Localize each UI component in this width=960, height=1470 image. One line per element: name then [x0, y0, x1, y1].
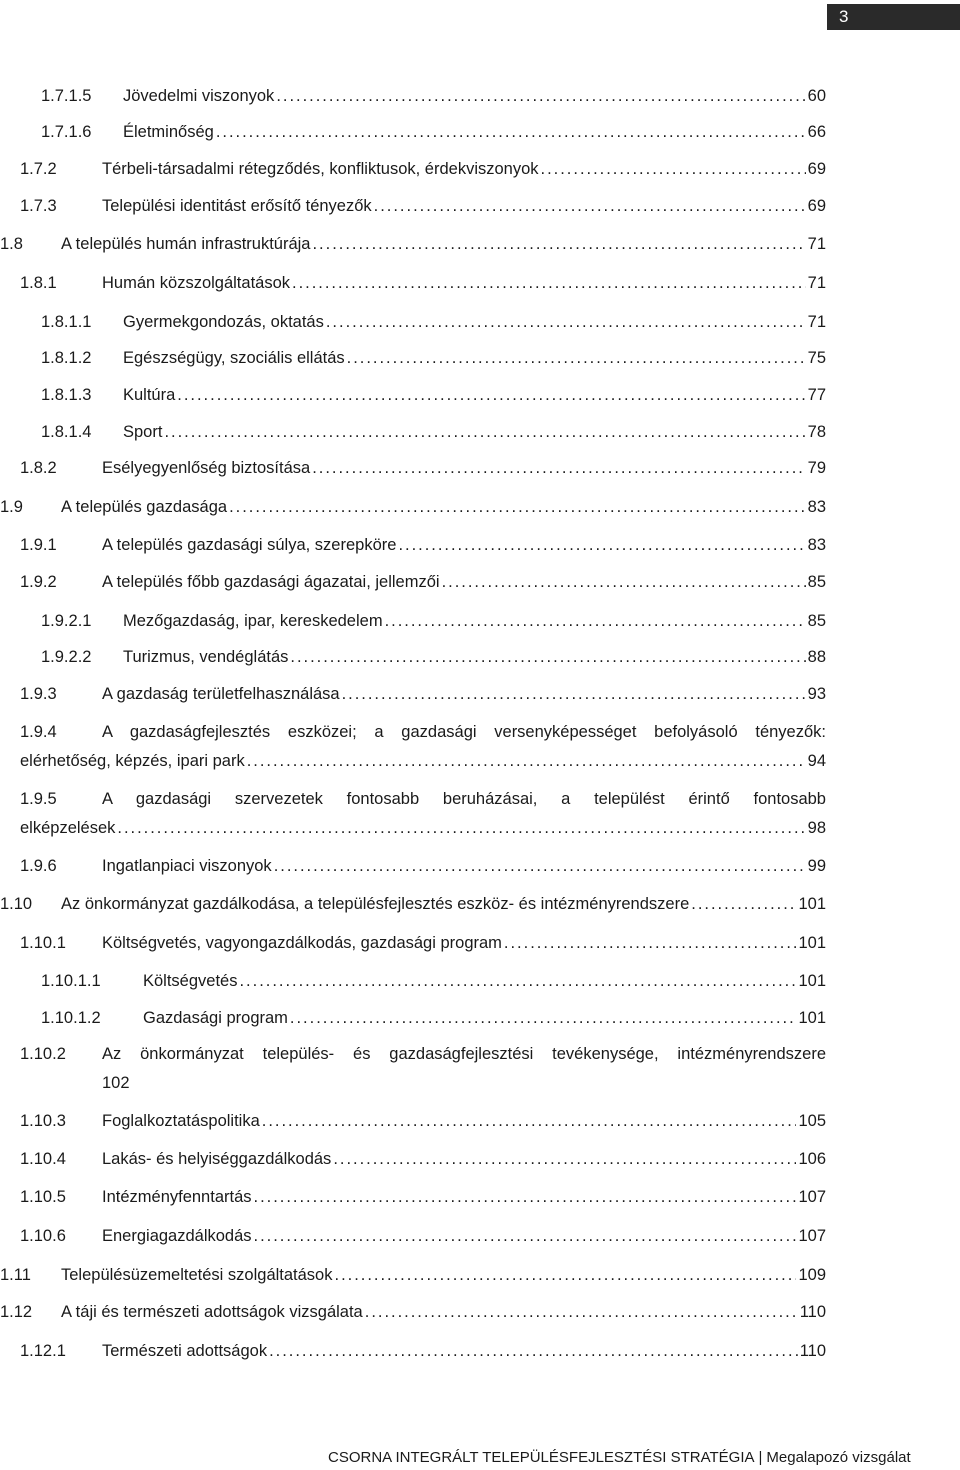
toc-entry-leader-dots — [385, 611, 806, 631]
toc-entry-number: 1.9 — [0, 498, 23, 516]
toc-entry[interactable] — [20, 458, 826, 478]
toc-entry-page-number: 88 — [807, 648, 826, 666]
toc-entry[interactable] — [20, 1226, 826, 1246]
toc-entry-leader-dots — [333, 1149, 796, 1169]
toc-entry-page-number: 101 — [798, 972, 826, 990]
toc-entry-leader-dots — [290, 647, 805, 667]
toc-entry-title: Mezőgazdaság, ipar, kereskedelem — [123, 612, 383, 630]
toc-entry-page-number: 71 — [807, 235, 826, 253]
footer-document-title: CSORNA INTEGRÁLT TELEPÜLÉSFEJLESZTÉSI STRATÉGIA — [328, 1449, 755, 1466]
toc-entry-page-number: 85 — [807, 612, 826, 630]
toc-entry-number: 1.10.1.1 — [41, 972, 101, 990]
toc-entry-number: 1.10 — [0, 895, 33, 913]
toc-entry-number: 1.9.6 — [20, 857, 57, 875]
toc-entry-leader-dots — [274, 856, 806, 876]
toc-entry-leader-dots — [442, 572, 806, 592]
toc-entry-number: 1.12.1 — [20, 1342, 66, 1360]
toc-entry-leader-dots — [177, 385, 805, 405]
toc-entry-title: Térbeli-társadalmi rétegződés, konfliktusok, érdekviszonyok — [102, 160, 539, 178]
toc-entry-page-number: 83 — [807, 536, 826, 554]
toc-entry-title: Esélyegyenlőség biztosítása — [102, 459, 311, 477]
toc-entry-number: 1.10.6 — [20, 1227, 66, 1245]
toc-entry-page-number: 101 — [798, 1009, 826, 1027]
toc-entry-leader-dots — [374, 196, 806, 216]
toc-entry-leader-dots — [365, 1302, 798, 1322]
toc-entry-leader-dots — [326, 312, 806, 332]
toc-entry-leader-dots — [312, 234, 805, 254]
toc-entry[interactable] — [0, 894, 826, 914]
toc-entry[interactable] — [41, 86, 826, 106]
toc-entry-page-number: 85 — [807, 573, 826, 591]
toc-entry-page-number: 101 — [798, 934, 826, 952]
toc-entry-page-number: 107 — [798, 1227, 826, 1245]
toc-entry-title: Humán közszolgáltatások — [102, 274, 291, 292]
toc-entry-page-number: 105 — [798, 1112, 826, 1130]
toc-entry-title: Kultúra — [123, 386, 176, 404]
toc-entry[interactable] — [20, 722, 826, 771]
toc-entry[interactable] — [20, 535, 826, 555]
page-number: 3 — [827, 4, 960, 30]
toc-entry-title: Gazdasági program — [143, 1009, 288, 1027]
toc-entry-page-number: 109 — [798, 1266, 826, 1284]
toc-entry-number: 1.7.3 — [20, 197, 57, 215]
toc-entry-title: Az önkormányzat település- és gazdaságfejlesztési tevékenysége, intézményrendszere — [102, 1045, 826, 1063]
toc-entry-number: 1.7.1.6 — [41, 123, 92, 141]
toc-entry[interactable] — [0, 1265, 826, 1285]
toc-entry[interactable] — [20, 684, 826, 704]
toc-entry-title: Költségvetés — [143, 972, 238, 990]
toc-entry-page-number: 66 — [807, 123, 826, 141]
toc-entry-page-number: 75 — [807, 349, 826, 367]
toc-entry-leader-dots — [216, 122, 806, 142]
toc-entry-title: Intézményfenntartás — [102, 1188, 252, 1206]
toc-entry-number: 1.8.1 — [20, 274, 57, 292]
toc-entry-leader-dots — [254, 1187, 797, 1207]
toc-entry[interactable] — [20, 1149, 826, 1169]
toc-entry-page-number: 99 — [807, 857, 826, 875]
toc-entry-title: A település főbb gazdasági ágazatai, jellemzői — [102, 573, 440, 591]
toc-entry-title: A táji és természeti adottságok vizsgálata — [61, 1303, 363, 1321]
toc-entry-leader-dots — [117, 818, 805, 838]
toc-entry-page-number: 71 — [807, 274, 826, 292]
page-footer — [328, 1449, 948, 1467]
toc-entry-title: A gazdaságfejlesztés eszközei; a gazdasági versenyképességet befolyásoló tényezők: — [102, 723, 826, 741]
toc-entry[interactable] — [0, 497, 826, 517]
toc-entry-page-number: 60 — [807, 87, 826, 105]
toc-entry[interactable] — [20, 572, 826, 592]
toc-entry-number: 1.10.2 — [20, 1045, 66, 1063]
toc-entry-leader-dots — [276, 86, 805, 106]
toc-entry-leader-dots — [504, 933, 797, 953]
toc-entry-leader-dots — [247, 751, 806, 771]
toc-entry-leader-dots — [229, 497, 806, 517]
toc-entry-title: Ingatlanpiaci viszonyok — [102, 857, 272, 875]
toc-entry-page-number: 83 — [807, 498, 826, 516]
toc-entry-page-number: 93 — [807, 685, 826, 703]
toc-entry-leader-dots — [541, 159, 806, 179]
toc-entry-leader-dots — [292, 273, 806, 293]
toc-entry-page-number: 79 — [807, 459, 826, 477]
toc-entry-leader-dots — [342, 684, 806, 704]
toc-entry-leader-dots — [335, 1265, 797, 1285]
toc-entry[interactable] — [20, 273, 826, 293]
toc-entry-title: Költségvetés, vagyongazdálkodás, gazdasági program — [102, 934, 502, 952]
toc-entry-title: Természeti adottságok — [102, 1342, 268, 1360]
toc-entry-number: 1.9.1 — [20, 536, 57, 554]
toc-entry-number: 1.9.2 — [20, 573, 57, 591]
toc-entry[interactable] — [20, 1044, 826, 1093]
toc-entry-number: 1.9.4 — [20, 723, 57, 741]
toc-entry-title: Gyermekgondozás, oktatás — [123, 313, 324, 331]
toc-entry-page-number: 94 — [807, 752, 826, 770]
toc-entry[interactable] — [0, 1302, 826, 1322]
toc-entry-title: A gazdaság területfelhasználása — [102, 685, 340, 703]
toc-entry-leader-dots — [312, 458, 805, 478]
toc-entry-number: 1.9.2.1 — [41, 612, 92, 630]
toc-entry-page-number: 69 — [807, 160, 826, 178]
toc-entry-page-number: 101 — [798, 895, 826, 913]
toc-entry-title: Életminőség — [123, 123, 214, 141]
footer-separator: | — [758, 1449, 763, 1466]
toc-entry[interactable] — [41, 385, 826, 405]
toc-entry-title: Települési identitást erősítő tényezők — [102, 197, 372, 215]
toc-entry[interactable] — [41, 422, 826, 442]
toc-entry-number: 1.8.1.1 — [41, 313, 92, 331]
toc-entry-number: 1.10.3 — [20, 1112, 66, 1130]
toc-entry-title: Az önkormányzat gazdálkodása, a településfejlesztés eszköz- és intézményrendszere — [61, 895, 690, 913]
toc-entry-title: Jövedelmi viszonyok — [123, 87, 275, 105]
toc-entry-leader-dots — [164, 422, 805, 442]
toc-entry-title: Foglalkoztatáspolitika — [102, 1112, 260, 1130]
toc-entry[interactable] — [41, 122, 826, 142]
toc-entry-number: 1.10.4 — [20, 1150, 66, 1168]
toc-entry-number: 1.9.5 — [20, 790, 57, 808]
toc-entry[interactable] — [20, 196, 826, 216]
toc-entry-leader-dots — [254, 1226, 797, 1246]
toc-entry[interactable] — [20, 159, 826, 179]
toc-entry-page-number: 102 — [102, 1074, 130, 1092]
toc-entry[interactable] — [41, 971, 826, 991]
toc-entry-number: 1.8.1.4 — [41, 423, 92, 441]
toc-entry-title: Energiagazdálkodás — [102, 1227, 252, 1245]
toc-entry-page-number: 110 — [799, 1342, 826, 1360]
toc-entry-leader-dots — [262, 1111, 797, 1131]
toc-entry-title-continued: elérhetőség, képzés, ipari park — [20, 752, 245, 770]
toc-entry[interactable] — [41, 312, 826, 332]
toc-entry-page-number: 78 — [807, 423, 826, 441]
toc-entry-title: A település humán infrastruktúrája — [61, 235, 311, 253]
toc-entry-title: Lakás- és helyiséggazdálkodás — [102, 1150, 332, 1168]
toc-entry-page-number: 110 — [799, 1303, 826, 1321]
toc-entry[interactable] — [20, 856, 826, 876]
toc-entry[interactable] — [41, 611, 826, 631]
toc-entry-leader-dots — [691, 894, 796, 914]
toc-entry[interactable] — [41, 647, 826, 667]
toc-entry-page-number: 71 — [807, 313, 826, 331]
toc-entry-number: 1.7.1.5 — [41, 87, 92, 105]
toc-entry-title: A település gazdasági súlya, szerepköre — [102, 536, 397, 554]
toc-entry-title: Településüzemeltetési szolgáltatások — [61, 1266, 333, 1284]
toc-entry-number: 1.7.2 — [20, 160, 57, 178]
toc-entry-page-number: 69 — [807, 197, 826, 215]
toc-entry[interactable] — [20, 1341, 826, 1361]
toc-entry-number: 1.11 — [0, 1266, 31, 1284]
toc-entry[interactable] — [20, 933, 826, 953]
toc-entry-title: A település gazdasága — [61, 498, 228, 516]
toc-entry-number: 1.9.3 — [20, 685, 57, 703]
footer-section-title: Megalapozó vizsgálat — [766, 1449, 911, 1466]
toc-entry-leader-dots — [398, 535, 805, 555]
toc-entry-page-number: 106 — [798, 1150, 826, 1168]
toc-entry-page-number: 107 — [798, 1188, 826, 1206]
toc-entry-number: 1.8.1.2 — [41, 349, 92, 367]
toc-entry-leader-dots — [290, 1008, 797, 1028]
toc-entry-leader-dots — [347, 348, 806, 368]
toc-entry-leader-dots — [269, 1341, 798, 1361]
toc-entry-number: 1.8.2 — [20, 459, 57, 477]
toc-entry-number: 1.8 — [0, 235, 23, 253]
toc-entry-number: 1.12 — [0, 1303, 33, 1321]
toc-entry-page-number: 98 — [807, 819, 826, 837]
toc-entry-title: A gazdasági szervezetek fontosabb beruházásai, a települést érintő fontosabb — [102, 790, 826, 808]
toc-entry-number: 1.10.1 — [20, 934, 66, 952]
toc-entry-number: 1.8.1.3 — [41, 386, 92, 404]
toc-entry-title: Turizmus, vendéglátás — [123, 648, 289, 666]
toc-entry-title: Egészségügy, szociális ellátás — [123, 349, 345, 367]
toc-entry-leader-dots — [239, 971, 796, 991]
toc-entry[interactable] — [0, 234, 826, 254]
toc-entry[interactable] — [41, 348, 826, 368]
toc-entry-title: Sport — [123, 423, 163, 441]
toc-entry-number: 1.9.2.2 — [41, 648, 92, 666]
toc-entry[interactable] — [20, 1187, 826, 1207]
toc-entry-page-number: 77 — [807, 386, 826, 404]
toc-entry[interactable] — [41, 1008, 826, 1028]
toc-entry-number: 1.10.5 — [20, 1188, 66, 1206]
toc-entry[interactable] — [20, 1111, 826, 1131]
toc-entry-number: 1.10.1.2 — [41, 1009, 101, 1027]
toc-entry[interactable] — [20, 789, 826, 838]
toc-entry-title-continued: elképzelések — [20, 819, 116, 837]
